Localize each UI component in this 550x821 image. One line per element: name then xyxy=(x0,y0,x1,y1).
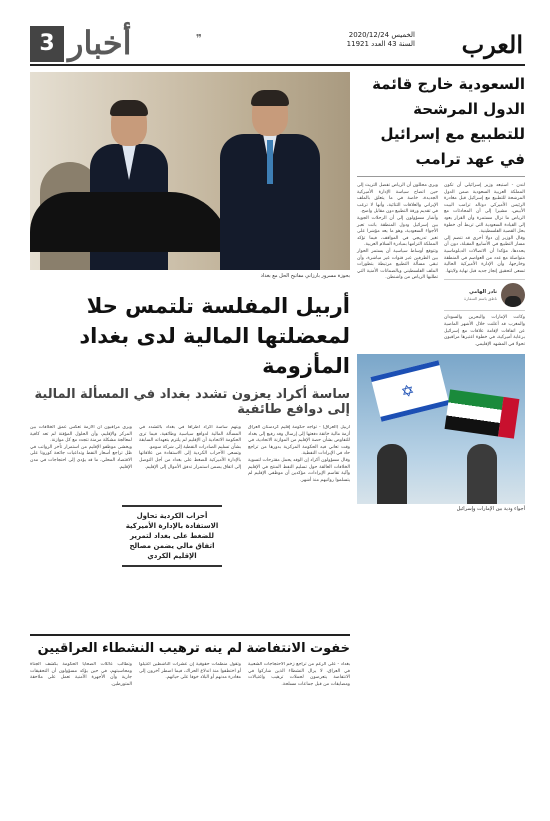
article-column xyxy=(357,183,438,348)
person-figure xyxy=(220,92,320,270)
main-story xyxy=(30,72,350,817)
person-figure xyxy=(377,444,407,504)
side-story-body xyxy=(357,183,525,348)
main-story-body xyxy=(30,425,350,653)
leaders-photo xyxy=(30,72,350,270)
article-column xyxy=(444,183,525,348)
paragraph: بغداد - على الرغم من تراجع زخم الاحتجاجات الشعبية في العراق، لا يزال النشطاء الذين شاركوا في الانتفاضة يتعرضون لحملات ترهيب واغتيالات ومضايقات من قبل جماعات مسلحة. xyxy=(248,662,350,687)
paragraph: وأشار مسؤولون إلى أن الرحلات الجوية بين إسرائيل ودول المنطقة باتت تعبر الأجواء السعودية، وهو ما يعد مؤشرا على تغير تدريجي في المواقف، فيما تؤكد المملكة التزامها بمبادرة السلام العربية. xyxy=(357,215,438,248)
article-column xyxy=(248,662,350,821)
hair xyxy=(110,100,148,116)
secondary-body xyxy=(30,662,350,821)
page-number: 3 xyxy=(30,26,64,62)
byline-name: نادر الهامي xyxy=(469,289,497,296)
paragraph: وكانت الإمارات والبحرين والسودان والمغرب قد أعلنت خلال الأشهر الماضية عن اتفاقات لإقامة علاقات مع إسرائيل برعاية أميركية، في خطوة اعتبرها مراقبون تحولا في المشهد الإقليمي. xyxy=(444,315,525,347)
main-headline: أربيل المفلسة تلتمس حلا لمعضلتها المالية لدى بغداد المأزومة xyxy=(79,294,350,378)
article-column xyxy=(30,425,132,653)
photo-caption: أجواء ودية بين الإمارات وإسرائيل xyxy=(456,506,525,513)
article-column xyxy=(139,662,241,821)
paragraph: وقال الوزير إن دولا أخرى قد تنضم إلى مسار التطبيع في الأسابيع المقبلة، دون أن يحددها، مؤكدا أن الاتصالات الدبلوماسية متواصلة مع عدد من العواصم في المنطقة وخارجها، وأن الإدارة الأميركية الحالية تسعى لتحقيق إنجاز جديد قبل نهاية ولايتها. xyxy=(444,235,525,274)
paragraph: وتتوقع أوساط سياسية أن يستمر الحوار بين الطرفين عبر قنوات غير مباشرة، وأن تبقى مسألة التطبيع مرتبطة بتطورات الملف الفلسطيني وبالضمانات الأمنية التي تطلبها الرياض من واشنطن. xyxy=(357,248,438,281)
quote-mark-icon: ❞ xyxy=(196,32,202,45)
article-column xyxy=(30,662,132,821)
pull-quote: أحزاب الكردية تحاول الاستفادة بالإدارة الأميركية للضغط على بغداد لتمرير اتفاق مالي يضمن مصالح الإقليم الكردي xyxy=(122,505,222,567)
secondary-story xyxy=(30,634,350,821)
paragraph: ويتهم ساسة أكراد أطرافا في بغداد بالتشدد في المسألة المالية لدوافع سياسية وطائفية، فيما ترى الحكومة الاتحادية أن الإقليم لم يلتزم بتعهداته السابقة بشأن تسليم الصادرات النفطية إلى شركة سومو. xyxy=(139,425,241,450)
paragraph: لندن - استبعد وزير إسرائيلي أن تكون المملكة العربية السعودية ضمن الدول المرشحة للتطبيع مع إسرائيل قبل مغادرة الرئيس الأميركي دونالد ترامب البيت الأبيض، مشيرا إلى أن المحادثات مع الرياض ما تزال مستمرة وأن القرار يعود إلى القيادة السعودية التي تربط أي خطوة بحل القضية الفلسطينية. xyxy=(444,183,525,235)
uae-flag-icon xyxy=(445,390,520,439)
article-column xyxy=(248,425,350,653)
issue-info xyxy=(347,31,415,49)
main-subheadline: ساسة أكراد يعزون تشدد بغداد في المسألة المالية إلى دوافع طائفية xyxy=(34,387,350,417)
paragraph: ويرى محللون أن الرياض تفضل التريث إلى حين اتضاح سياسة الإدارة الأميركية الجديدة، خاصة في ما يتعلق بالملف الإيراني والعلاقات الثنائية، وأنها لا ترغب في تقديم ورقة التطبيع دون مقابل واضح. xyxy=(357,183,438,215)
paragraph: أربيل (العراق) - تواجه حكومة إقليم كردستان العراق أزمة مالية خانقة دفعتها إلى إرسال وفد رفيع إلى بغداد للتفاوض بشأن حصة الإقليم من الموازنة الاتحادية، في وقت تعاني فيه الحكومة المركزية بدورها من تراجع حاد في الإيرادات النفطية. xyxy=(248,425,350,457)
paragraph: وتسعى الأحزاب الكردية إلى الاستفادة من علاقاتها بالإدارة الأميركية للضغط على بغداد من أجل التوصل إلى اتفاق يضمن استمرار تدفق الأموال إلى الإقليم. xyxy=(139,451,241,470)
issue-number: السنة 43 العدد 11921 xyxy=(346,40,415,48)
byline-box xyxy=(444,279,525,311)
car xyxy=(30,192,230,252)
section-title: أخبار xyxy=(68,24,132,62)
paragraph: وقال مسؤولون أكراد إن الوفد يحمل مقترحات لتسوية الخلافات العالقة حول تسليم النفط المنتج في الإقليم وآلية تقاسم الإيرادات، مؤكدين أن موظفي الإقليم لم يتسلموا رواتبهم منذ أشهر. xyxy=(248,457,350,483)
side-story xyxy=(357,72,525,817)
paragraph: ويخشى موظفو الإقليم من استمرار تأخر الرواتب في ظل تراجع أسعار النفط وتداعيات جائحة كورونا على الاقتصاد المحلي، ما قد يؤدي إلى احتجاجات في مدن الإقليم. xyxy=(30,444,132,470)
author-portrait xyxy=(501,283,525,307)
hair xyxy=(251,90,289,106)
paragraph: وتطالب عائلات الضحايا الحكومة بكشف الجناة ومحاسبتهم، في حين يؤكد مسؤولون أن التحقيقات جارية وأن الأجهزة الأمنية تعمل على ملاحقة المتورطين. xyxy=(30,662,132,687)
paragraph: ويرى مراقبون أن الأزمة تعكس عمق الخلافات بين المركز والإقليم، وأن الحلول المؤقتة لم تعد كافية لمعالجة مشكلة مزمنة تتجدد مع كل موازنة. xyxy=(30,425,132,444)
photo-caption: بحوزة مسرور بارزاني مفاتيح الحل مع بغداد xyxy=(260,273,350,279)
byline-role: ناطق باسم السفارة xyxy=(464,296,497,302)
secondary-headline: خفوت الانتفاضة لم ينه ترهيب النشطاء العراقيين xyxy=(30,634,350,656)
person-figure xyxy=(467,444,497,504)
newspaper-logo: العرب xyxy=(461,30,523,59)
side-story-headline: السعودية خارج قائمة الدول المرشحة للتطبيع مع إسرائيل في عهد ترامب xyxy=(357,72,525,177)
paragraph: وتقول منظمات حقوقية إن عشرات الناشطين اغتيلوا أو اختطفوا منذ اندلاع الحراك، فيما اضطر آخرون إلى مغادرة مدنهم أو البلاد خوفا على حياتهم. xyxy=(139,662,241,681)
flags-photo xyxy=(357,354,525,504)
masthead xyxy=(30,24,525,66)
israel-flag-icon: ✡ xyxy=(370,360,449,422)
tie xyxy=(267,140,273,184)
issue-date: الخميس 2020/12/24 xyxy=(348,31,415,39)
